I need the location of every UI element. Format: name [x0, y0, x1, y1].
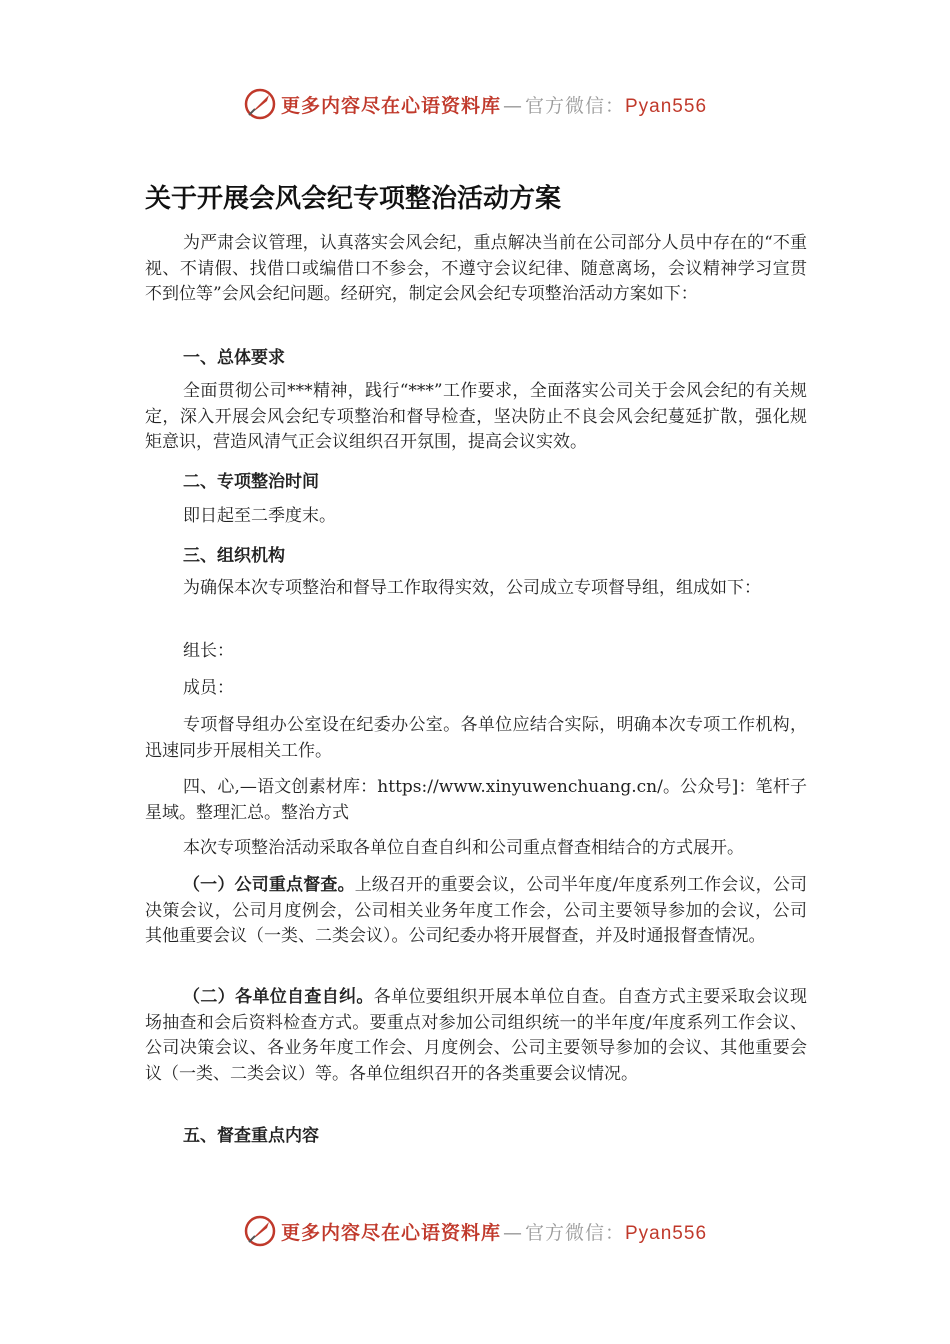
section-3-heading: 三、组织机构 [183, 546, 285, 566]
section-1-heading: 一、总体要求 [183, 348, 285, 368]
header-watermark-banner [0, 84, 950, 124]
banner-main: 更多内容尽在心语资料库 [280, 1221, 501, 1244]
section-4-item-1 [145, 873, 807, 950]
banner-text [281, 91, 707, 118]
page-title: 关于开展会风会纪专项整治活动方案 [145, 184, 562, 214]
intro-paragraph: 为严肃会议管理，认真落实会风会纪，重点解决当前在公司部分人员中存在的“不重视、不请假、找借口或编借口不参会，不遵守会议纪律、随意离场，会议精神学习宣贯不到位等”会风会纪问题。经研究，制定会风会纪专项整治活动方案如下： [145, 233, 807, 304]
quill-logo-icon [243, 87, 277, 121]
section-2-heading: 二、专项整治时间 [183, 472, 319, 492]
item-1-label: （一）公司重点督查。 [183, 875, 355, 895]
section-2-body: 即日起至二季度末。 [183, 506, 336, 526]
banner-wechat: Pyan556 [625, 95, 708, 117]
item-1-text: 上级召开的重要会议，公司半年度/年度系列工作会议，公司决策会议，公司月度例会，公司相关业务年度工作会，公司主要领导参加的会议，公司其他重要会议（一类、二类会议）。公司纪委办将开展督查，并及时通报督查情况。 [145, 875, 808, 946]
quill-logo-icon [243, 1214, 277, 1248]
section-3-leader: 组长： [183, 641, 234, 661]
section-1-body: 全面贯彻公司***精神，践行“***”工作要求，全面落实公司关于会风会纪的有关规定，深入开展会风会纪专项整治和督导检查，坚决防止不良会风会纪蔓延扩散，强化规矩意识，营造风清气正会议组织召开氛围，提高会议实效。 [145, 381, 807, 452]
section-4-body: 本次专项整治活动采取各单位自查自纠和公司重点督查相结合的方式展开。 [183, 838, 744, 858]
footer-watermark-banner [0, 1211, 950, 1251]
banner-main: 更多内容尽在心语资料库 [280, 94, 501, 117]
banner-dash: — [502, 94, 523, 117]
banner-wechat: Pyan556 [625, 1222, 708, 1244]
banner-sub: 官方微信： [524, 94, 625, 117]
section-3-office: 专项督导组办公室设在纪委办公室。各单位应结合实际，明确本次专项工作机构，迅速同步开展相关工作。 [145, 715, 807, 761]
section-3-members: 成员： [183, 678, 234, 698]
banner-dash: — [502, 1221, 523, 1244]
section-4-heading: 四、心,—语文创素材库：https://www.xinyuwenchuang.cn/。公众号]：笔杆子星域。整理汇总。整治方式 [145, 777, 807, 823]
banner-text [281, 1218, 707, 1245]
item-2-text: 各单位要组织开展本单位自查。自查方式主要采取会议现场抽查和会后资料检查方式。要重点对参加公司组织统一的半年度/年度系列工作会议、公司决策会议、各业务年度工作会、月度例会、公司主要领导参加的会议、其他重要会议（一类、二类会议）等。各单位组织召开的各类重要会议情况。 [145, 987, 808, 1084]
item-2-label: （二）各单位自查自纠。 [183, 987, 374, 1007]
section-5-heading: 五、督查重点内容 [183, 1126, 319, 1146]
section-3-body: 为确保本次专项整治和督导工作取得实效，公司成立专项督导组，组成如下： [183, 578, 761, 598]
banner-sub: 官方微信： [524, 1221, 625, 1244]
section-4-item-2 [145, 985, 807, 1087]
